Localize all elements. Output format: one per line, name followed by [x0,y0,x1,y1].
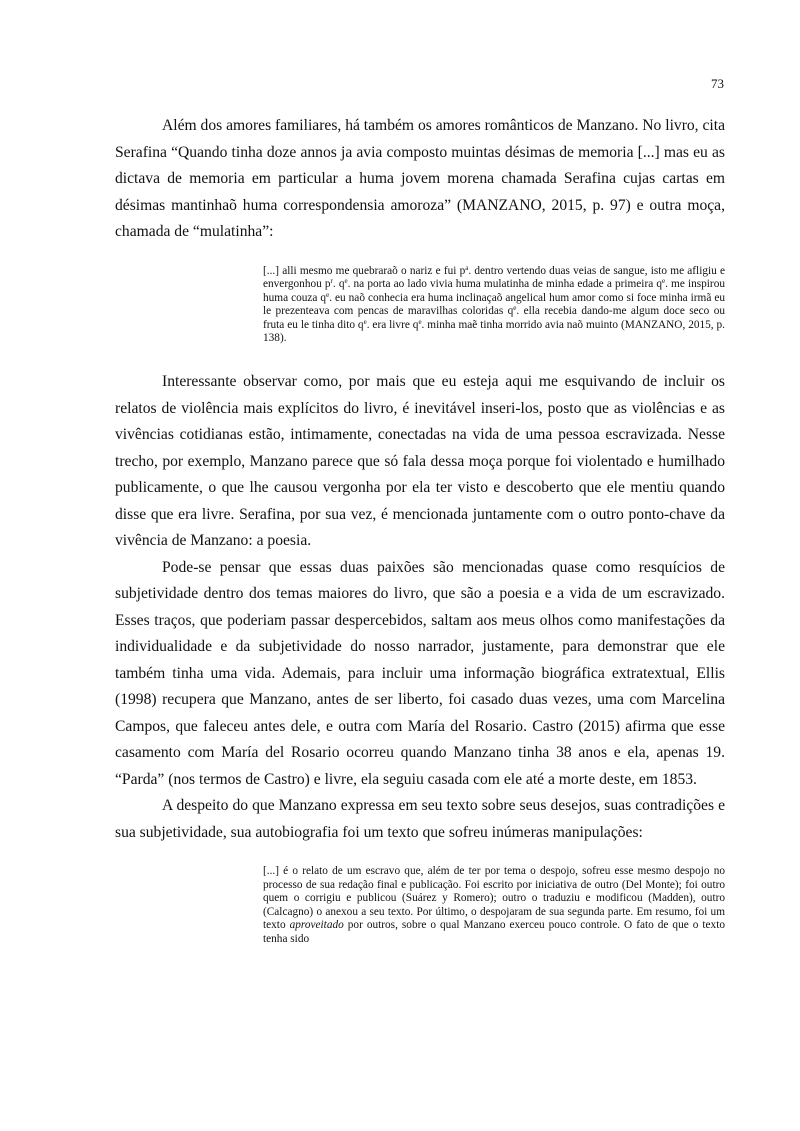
superscript-abbrev: r [330,277,333,286]
paragraph-romantic-loves: Além dos amores familiares, há também os amores românticos de Manzano. No livro, cita Serafina “Quando tinha doze annos ja avia composto muintas désimas de memoria [...] mas eu as dictava de memoria em particular a huma jovem morena chamada Serafina cujas cartas em désimas mantinhaõ huma correspondensia amoroza” (MANZANO, 2015, p. 97) e outra moça, chamada de “mulatinha”: [115,117,725,240]
paragraph-subjectivity: Pode-se pensar que essas duas paixões são mencionadas quase como resquícios de subjetividade dentro dos temas maiores do livro, que são a poesia e a vida de um escravizado. Esses traços, que poderiam passar despercebidos, saltam aos meus olhos como manifestações da individualidade e da subjetividade do nosso narrador, justamente, para demonstrar que ele também tinha uma vida. Ademais, para incluir uma informação biográfica extratextual, Ellis (1998) recupera que Manzano, antes de ser liberto, foi casado duas vezes, uma com Marcelina Campos, que faleceu antes dele, e outra com María del Rosario. Castro (2015) afirma que esse casamento com María del Rosario ocorreu quando Manzano tinha 38 anos e ela, apenas 19. “Parda” (nos termos de Castro) e livre, ela seguiu casada com ele até a morte deste, em 1853. [115,558,725,788]
superscript-abbrev: e [661,277,666,286]
superscript-abbrev: e [363,317,367,326]
quote-text: [...] alli mesmo me quebraraõ o nariz e fui p [263,264,466,277]
quote-text: . me inspirou huma couza q [263,278,725,304]
page-body [115,113,725,947]
block-quote-despojo [263,865,725,947]
block-quote-mulatinha [263,265,725,347]
quote-text: . na porta ao lado vivia huma mulatinha de minha edade a primeira q [347,278,662,291]
paragraph-violence-commentary: Interessante observar como, por mais que eu esteja aqui me esquivando de incluir os relatos de violência mais explícitos do livro, é inevitável inseri-los, posto que as violências e as vivências cotidianas estão, intimamente, conectadas na vida de uma pessoa escravizada. Nesse trecho, por exemplo, Manzano parece que só fala dessa moça porque foi violentado e humilhado publicamente, o que lhe causou vergonha por ela ter visto e descoberto que ele mentiu quando disse que era livre. Serafina, por sua vez, é mencionada juntamente com o outro ponto-chave da vivência de Manzano: a poesia. [115,373,725,550]
quote-text: [...] é o relato de um escravo que, além de ter por tema o despojo, sofreu esse mesmo despojo no processo de sua redação final e publicação. Foi escrito por iniciativa de outro (Del Monte); foi outro quem o corrigiu e publicou (Suárez y Romero); outro o traduziu e modificou (Madden), outro (Calcagno) o anexou a seu texto. Por último, o despojaram de sua segunda parte. Em resumo, foi um texto [263,865,725,932]
quote-emphasis: aproveitado [289,919,344,932]
superscript-abbrev: e [326,290,330,299]
quote-text: . ella recebia dando-me algum doce seco ou fruta eu le tinha dito q [263,305,725,331]
superscript-abbrev: e [513,304,517,313]
quote-text: . dentro vertendo duas veias de sangue, isto me afligiu e envergonhou p [263,264,725,291]
quote-text: . eu naõ conhecia era huma inclinaçaõ angelical hum amor como si foce minha irmã eu le prezenteava com pencas de maravilhas coloridas q [263,291,725,318]
superscript-abbrev: e [418,317,422,326]
paragraph-manipulations: A despeito do que Manzano expressa em seu texto sobre seus desejos, suas contradições e sua subjetividade, sua autobiografia foi um texto que sofreu inúmeras manipulações: [115,797,725,841]
quote-text: por outros, sobre o qual Manzano exerceu pouco controle. O fato de que o texto tenha sido [263,919,725,946]
quote-text: . minha maẽ tinha morrido avia naõ muinto (MANZANO, 2015, p. 138). [263,318,726,345]
quote-text: . era livre q [366,318,419,331]
superscript-abbrev: e [344,277,348,286]
quote-text: . q [332,278,345,291]
page-number: 73 [711,76,724,91]
superscript-abbrev: a [465,263,469,272]
